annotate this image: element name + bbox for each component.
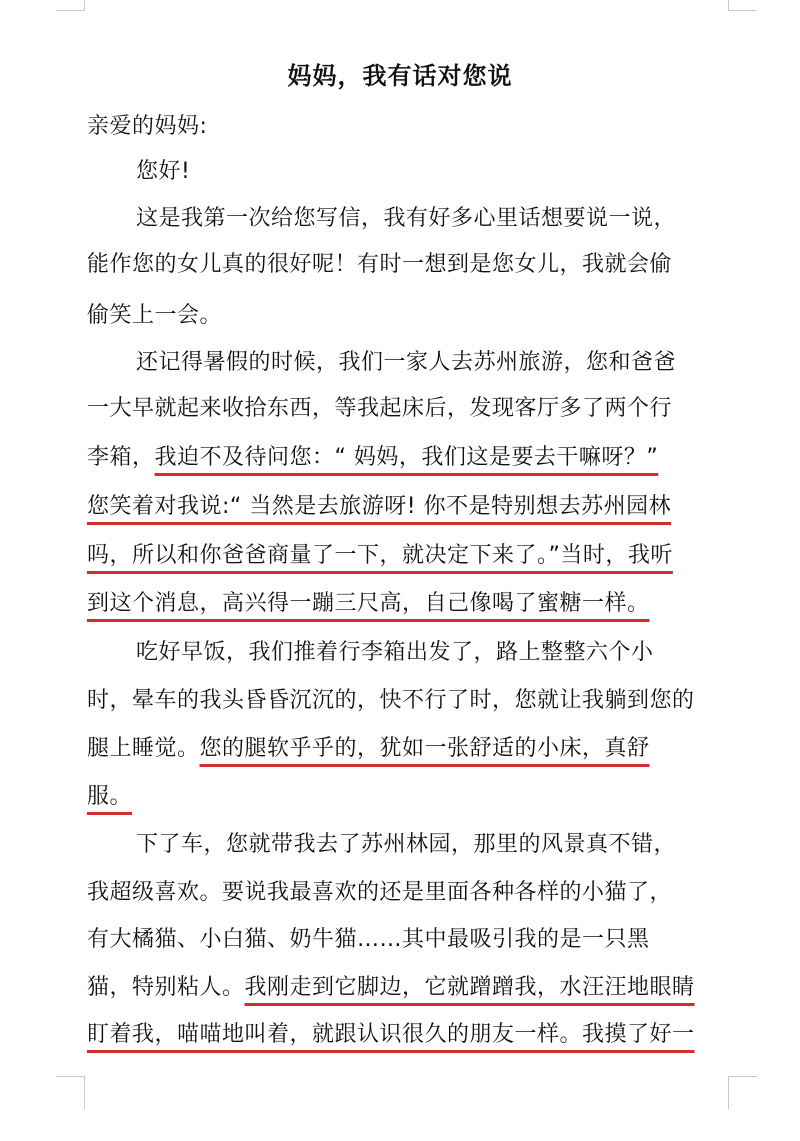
letter-line xyxy=(87,734,727,764)
letter-line xyxy=(87,925,727,955)
letter-line xyxy=(87,443,727,473)
underlined-text: 盯着我，喵喵地叫着，就跟认识很久的朋友一样。我摸了好一 xyxy=(87,1022,695,1047)
letter-line xyxy=(87,830,776,860)
letter-line xyxy=(87,348,776,378)
underlined-text: 我刚走到它脚边，它就蹭蹭我，水汪汪地眼睛 xyxy=(244,975,695,1000)
page-corner-mark-top-left xyxy=(56,0,85,11)
page-corner-mark-bottom-right xyxy=(728,1076,757,1109)
letter-line xyxy=(87,250,727,280)
underlined-text: 您的腿软乎乎的，犹如一张舒适的小床，真舒 xyxy=(199,736,650,761)
page-corner-mark-bottom-left xyxy=(56,1076,85,1109)
letter-line xyxy=(87,492,727,522)
letter-line xyxy=(87,878,727,908)
line-text: 时，晕车的我头昏昏沉沉的，快不行了时，您就让我躺到您的 xyxy=(87,688,695,713)
document-title: 妈妈，我有话对您说 xyxy=(287,62,513,90)
line-text: 有大橘猫、小白猫、奶牛猫……其中最吸引我的是一只黑 xyxy=(87,927,650,952)
line-text: 吃好早饭，我们推着行李箱出发了，路上整整六个小 xyxy=(136,640,654,665)
line-text: 这是我第一次给您写信，我有好多心里话想要说一说， xyxy=(136,206,677,231)
underlined-text: 我迫不及待问您：“ 妈妈，我们这是要去干嘛呀？” xyxy=(154,445,659,470)
line-text: 能作您的女儿真的很好呢！有时一想到是您女儿，我就会偷 xyxy=(87,252,673,277)
page-corner-mark-top-right xyxy=(728,0,757,11)
line-text: 我超级喜欢。要说我最喜欢的还是里面各种各样的小猫了， xyxy=(87,880,673,905)
letter-line xyxy=(87,973,727,1003)
underlined-text: 服。 xyxy=(87,784,133,809)
letter-line xyxy=(87,686,727,716)
line-text: 腿上睡觉。 xyxy=(87,736,200,761)
letter-line xyxy=(87,204,776,234)
letter-line xyxy=(87,782,727,812)
letter-line xyxy=(87,589,727,619)
line-text: 一大早就起来收拾东西，等我起床后，发现客厅多了两个行 xyxy=(87,396,673,421)
line-text: 猫，特别粘人。 xyxy=(87,975,245,1000)
letter-line xyxy=(87,541,727,571)
line-text: 偷笑上一会。 xyxy=(87,303,223,328)
underlined-text: 到这个消息，高兴得一蹦三尺高，自己像喝了蜜糖一样。 xyxy=(87,591,650,616)
line-text: 下了车，您就带我去了苏州林园，那里的风景真不错， xyxy=(136,832,677,857)
line-text: 还记得暑假的时候，我们一家人去苏州旅游，您和爸爸 xyxy=(136,350,677,375)
salutation: 亲爱的妈妈: xyxy=(87,114,208,139)
letter-line xyxy=(87,394,727,424)
line-text: 李箱， xyxy=(87,445,155,470)
underlined-text: 吗，所以和你爸爸商量了一下，就决定下来了。”当时，我听 xyxy=(87,543,673,568)
letter-line xyxy=(87,1020,727,1050)
greeting: 您好! xyxy=(136,159,191,184)
underlined-text: 您笑着对我说:“ 当然是去旅游呀! 你不是特别想去苏州园林 xyxy=(87,494,672,519)
letter-line xyxy=(87,638,776,668)
letter-line xyxy=(87,301,727,331)
